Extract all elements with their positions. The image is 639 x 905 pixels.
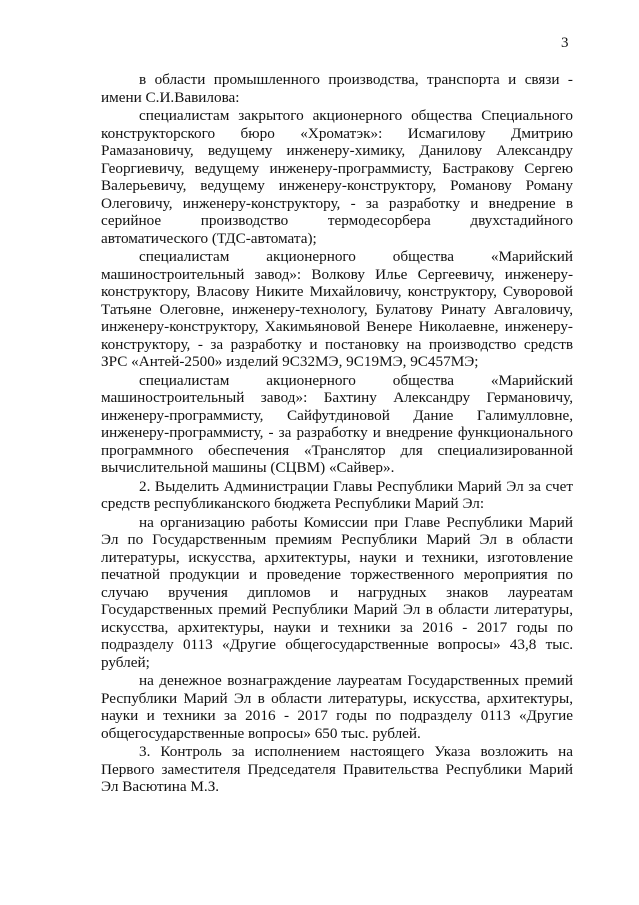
paragraph-mmz-specialists-1: специалистам акционерного общества «Марийский машиностроительный завод»: Волкову Илье Сергеевичу, инженеру-конструктору, Власову Никите Михайловичу, конструктору, Суворовой Татьяне Олеговне, инженеру-технологу, Булатову Ринату Авгаловичу, инженеру-конструктору, Хакимьяновой Венере Николаевне, инженеру-конструктору, - за разработку и постановку на производство средств ЗРС «Антей-2500» изделий 9С32МЭ, 9С19МЭ, 9С457МЭ;	[101, 248, 573, 370]
paragraph-item-3: 3. Контроль за исполнением настоящего Указа возложить на Первого заместителя Председателя Правительства Республики Марий Эл Васютина М.З.	[101, 743, 573, 795]
document-body	[101, 71, 573, 796]
paragraph-item-2: 2. Выделить Администрации Главы Республики Марий Эл за счет средств республиканского бюджета Республики Марий Эл:	[101, 477, 573, 512]
paragraph-monetary-award: на денежное вознаграждение лауреатам Государственных премий Республики Марий Эл в области литературы, искусства, архитектуры, науки и техники за 2016 - 2017 годы по подразделу 0113 «Другие общегосударственные вопросы» 650 тыс. рублей.	[101, 672, 573, 742]
page-number: 3	[561, 35, 569, 51]
paragraph-commission-funding: на организацию работы Комиссии при Главе Республики Марий Эл по Государственным премиям Республики Марий Эл в области литературы, искусства, архитектуры, науки и техники, изготовление печатной продукции и проведение торжественного мероприятия по случаю вручения дипломов и нагрудных знаков лауреатам Государственных премий Республики Марий Эл в области литературы, искусства, архитектуры, науки и техники за 2016 - 2017 годы по подразделу 0113 «Другие общегосударственные вопросы» 43,8 тыс. рублей;	[101, 513, 573, 671]
paragraph-chromatec-specialists: специалистам закрытого акционерного общества Специального конструкторского бюро «Хроматэк»: Исмагилову Дмитрию Рамазановичу, ведущему инженеру-химику, Данилову Александру Георгиевичу, ведущему инженеру-программисту, Бастракову Сергею Валерьевичу, ведущему инженеру-конструктору, Романову Роману Олеговичу, инженеру-конструктору, - за разработку и внедрение в серийное производство термодесорбера двухстадийного автоматического (ТДС-автомата);	[101, 107, 573, 247]
paragraph-award-category: в области промышленного производства, транспорта и связи - имени С.И.Вавилова:	[101, 71, 573, 106]
paragraph-mmz-specialists-2: специалистам акционерного общества «Марийский машиностроительный завод»: Бахтину Александру Германовичу, инженеру-программисту, Сайфутдиновой Дание Галимулловне, инженеру-программисту, - за разработку и внедрение функционального программного обеспечения «Транслятор для специализированной вычислительной машины (СЦВМ) «Сайвер».	[101, 371, 573, 476]
